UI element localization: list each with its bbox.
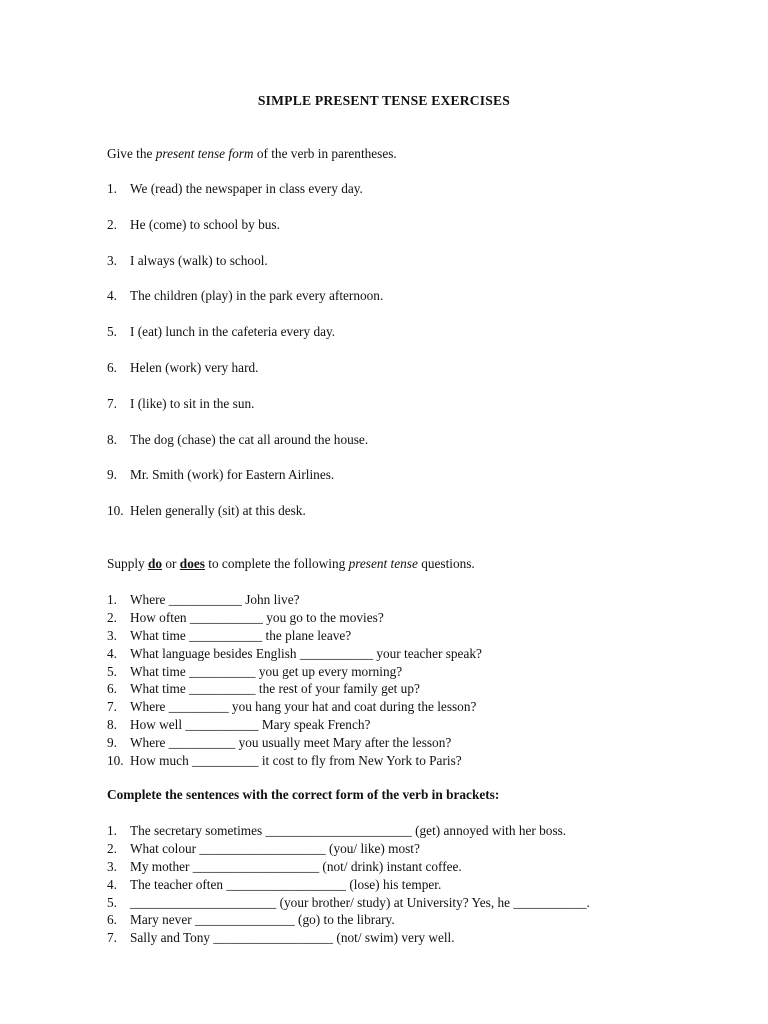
item-text: What time ___________ the plane leave? [130,627,352,643]
section2-instr-does: does [179,556,205,571]
list-item [107,592,482,610]
item-number: 6. [107,912,117,928]
item-text: How well ___________ Mary speak French? [130,717,371,733]
section2-list [107,592,482,771]
section3-list [107,823,590,948]
section2-instr-part1: Supply [107,556,149,571]
item-number: 3. [107,627,117,643]
list-item [107,859,590,877]
item-text: ______________________ (your brother/ study) at University? Yes, he ___________. [130,894,590,910]
item-text: Where _________ you hang your hat and coat during the lesson? [130,699,477,715]
section2-instr-part3: to complete the following [204,556,349,571]
list-item [107,699,482,717]
item-number: 1. [107,592,117,607]
list-item [107,823,590,841]
item-text: What time __________ the rest of your family get up? [130,681,420,697]
list-item [107,181,383,217]
item-text: The dog (chase) the cat all around the house. [130,431,369,447]
list-item [107,288,383,324]
section2-instr-part2: or [162,556,180,571]
item-text: We (read) the newspaper in class every day. [130,181,363,196]
item-text: How often ___________ you go to the movies? [130,609,384,625]
section2-instr-do: do [148,556,163,571]
item-number: 4. [107,288,117,304]
item-number: 7. [107,930,117,946]
item-text: I always (walk) to school. [130,252,268,268]
section2-instructions [107,556,475,572]
item-text: What language besides English ___________ your teacher speak? [130,645,482,661]
section1-instr-italic: present tense form [155,146,254,161]
list-item [107,753,482,771]
list-item [107,664,482,682]
item-number: 7. [107,699,117,715]
list-item [107,646,482,664]
list-item [107,253,383,289]
item-text: What colour ___________________ (you/ like) most? [130,840,420,856]
item-text: How much __________ it cost to fly from New York to Paris? [130,753,462,769]
item-text: He (come) to school by bus. [130,216,280,232]
item-number: 7. [107,395,117,411]
section3-instructions: Complete the sentences with the correct form of the verb in brackets: [107,787,500,802]
item-number: 8. [107,717,117,733]
item-number: 2. [107,609,117,625]
item-number: 4. [107,876,117,892]
list-item [107,681,482,699]
item-number: 10. [107,503,124,519]
list-item [107,503,383,539]
section1-list [107,181,383,539]
list-item [107,396,383,432]
item-number: 2. [107,216,117,232]
item-number: 1. [107,823,117,838]
list-item [107,432,383,468]
list-item [107,877,590,895]
list-item [107,360,383,396]
item-number: 8. [107,431,117,447]
page-title: SIMPLE PRESENT TENSE EXERCISES [257,93,511,108]
list-item [107,735,482,753]
item-number: 1. [107,181,117,196]
item-text: I (eat) lunch in the cafeteria every day. [130,324,336,340]
item-text: What time __________ you get up every morning? [130,663,403,679]
item-number: 9. [107,735,117,751]
list-item [107,930,590,948]
item-text: Mr. Smith (work) for Eastern Airlines. [130,467,335,483]
list-item [107,895,590,913]
item-number: 5. [107,663,117,679]
list-item [107,628,482,646]
item-number: 6. [107,359,117,375]
list-item [107,610,482,628]
item-number: 6. [107,681,117,697]
item-number: 5. [107,894,117,910]
item-number: 2. [107,840,117,856]
item-text: Helen (work) very hard. [130,359,259,375]
item-number: 10. [107,753,124,769]
item-text: Mary never _______________ (go) to the library. [130,912,395,928]
item-text: The secretary sometimes ______________________ (get) annoyed with her boss. [130,823,567,838]
item-number: 9. [107,467,117,483]
list-item [107,841,590,859]
section2-instr-part4: questions. [417,556,475,571]
item-text: I (like) to sit in the sun. [130,395,255,411]
item-text: Where ___________ John live? [130,592,300,607]
item-number: 4. [107,645,117,661]
section1-instr-before: Give the [107,146,156,161]
item-number: 5. [107,324,117,340]
list-item [107,912,590,930]
item-text: Where __________ you usually meet Mary after the lesson? [130,735,452,751]
section1-instructions [107,146,397,162]
section2-instr-italic: present tense [348,556,418,571]
list-item [107,717,482,735]
item-text: My mother ___________________ (not/ drink) instant coffee. [130,858,462,874]
list-item [107,324,383,360]
item-text: The children (play) in the park every afternoon. [130,288,384,304]
item-text: Helen generally (sit) at this desk. [130,503,306,519]
item-text: Sally and Tony __________________ (not/ swim) very well. [130,930,455,946]
list-item [107,467,383,503]
item-number: 3. [107,252,117,268]
list-item [107,217,383,253]
section1-instr-after: of the verb in parentheses. [253,146,397,161]
item-text: The teacher often __________________ (lose) his temper. [130,876,442,892]
item-number: 3. [107,858,117,874]
